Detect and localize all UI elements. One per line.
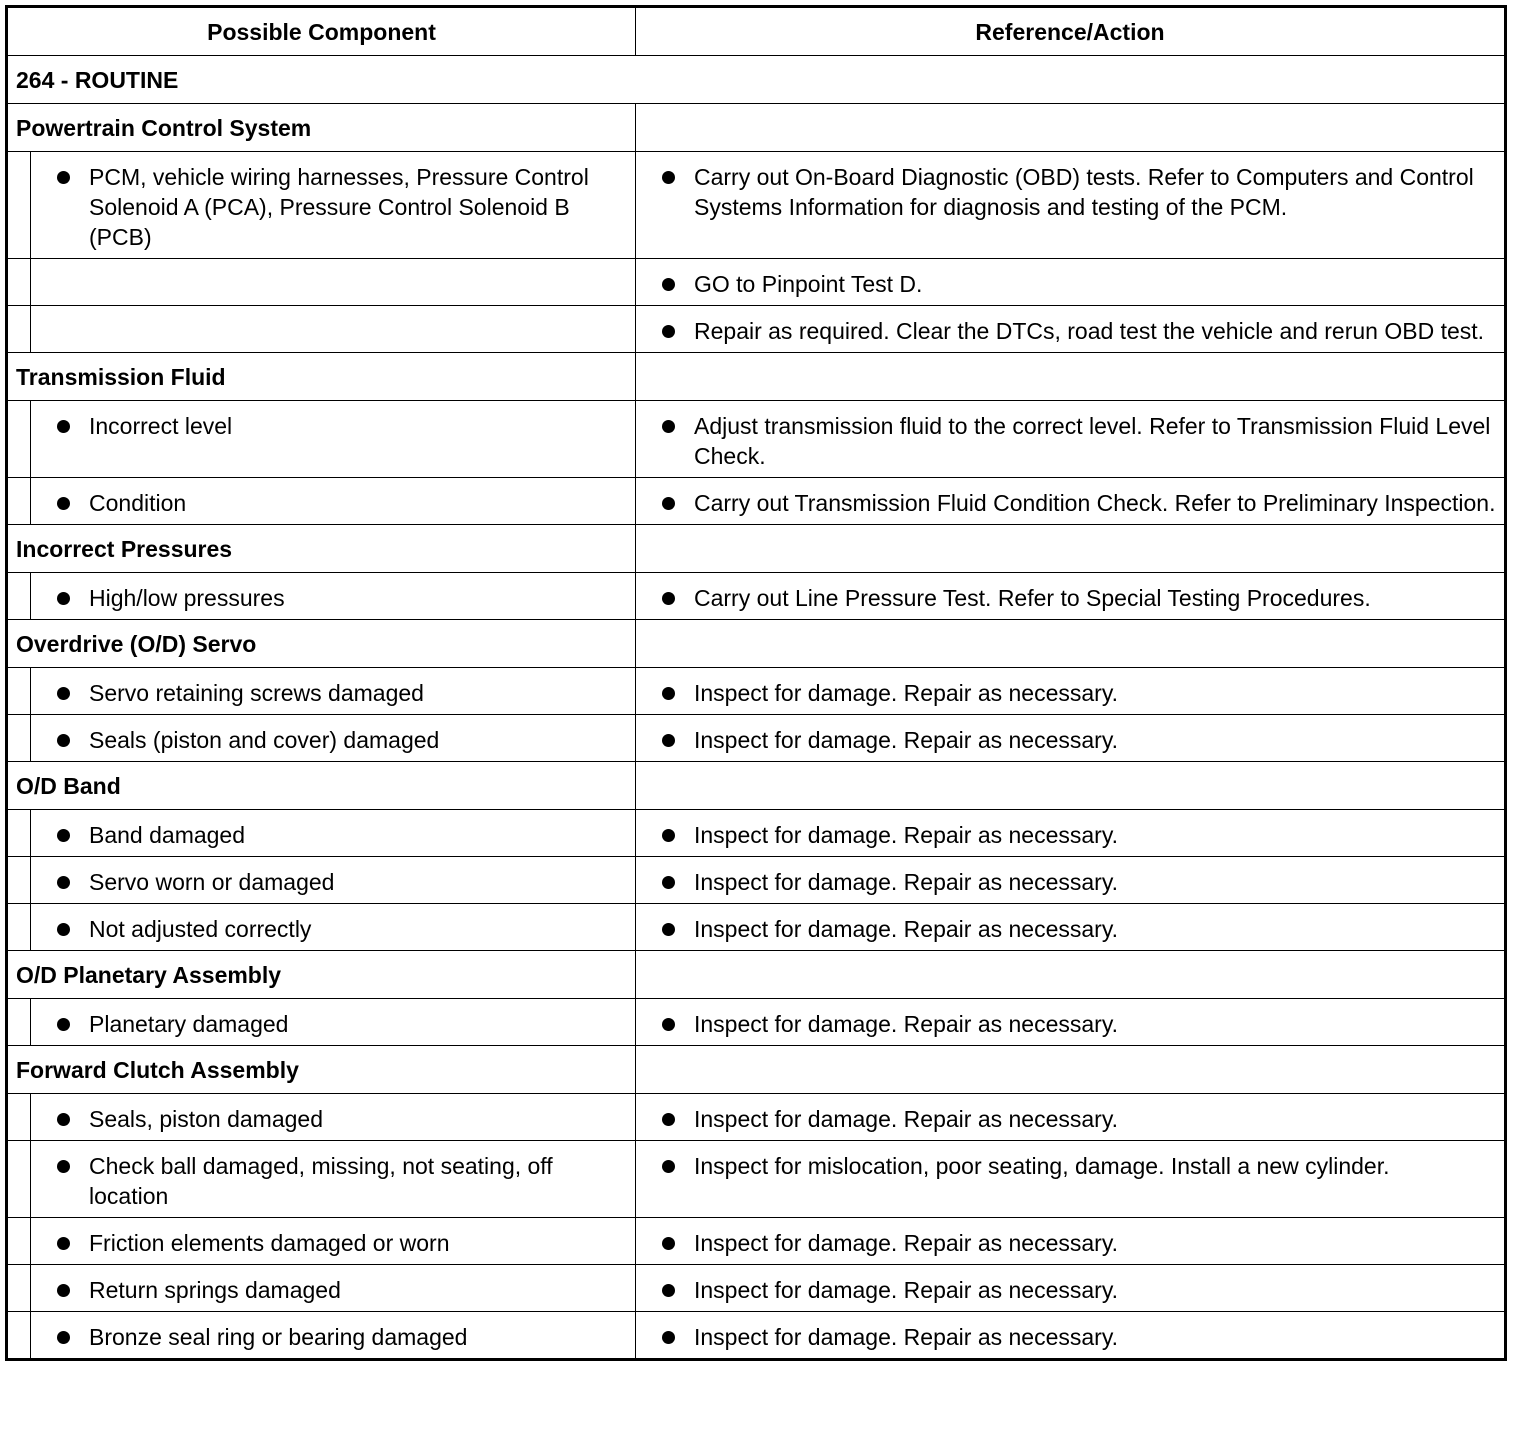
action-text: Inspect for damage. Repair as necessary. [636,867,1496,897]
table-row [7,152,1506,259]
indent-strip [7,715,31,762]
section-action-empty [636,525,1506,573]
table-row [7,715,1506,762]
section-row [7,951,1506,999]
section-title: Overdrive (O/D) Servo [7,620,636,668]
action-cell [636,999,1506,1046]
header-possible-component: Possible Component [7,7,636,56]
component-text: Seals (piston and cover) damaged [31,725,627,755]
table-row [7,259,1506,306]
indent-strip [7,1312,31,1360]
section-row [7,353,1506,401]
component-cell [31,904,636,951]
table-row [7,573,1506,620]
action-text: Carry out On-Board Diagnostic (OBD) tests. Refer to Computers and Control Systems Information for diagnosis and testing of the PCM. [636,162,1496,222]
component-cell [31,1265,636,1312]
action-cell [636,904,1506,951]
action-cell [636,1094,1506,1141]
component-cell [31,857,636,904]
indent-strip [7,999,31,1046]
section-title: Incorrect Pressures [7,525,636,573]
indent-strip [7,573,31,620]
action-text: Inspect for damage. Repair as necessary. [636,914,1496,944]
component-cell [31,668,636,715]
component-cell [31,715,636,762]
component-text: Seals, piston damaged [31,1104,627,1134]
table-row [7,857,1506,904]
component-cell [31,999,636,1046]
action-cell [636,306,1506,353]
table-row [7,1141,1506,1218]
table-row [7,1312,1506,1360]
section-title: Powertrain Control System [7,104,636,152]
table-row [7,478,1506,525]
action-text: Carry out Transmission Fluid Condition Check. Refer to Preliminary Inspection. [636,488,1496,518]
section-title: O/D Planetary Assembly [7,951,636,999]
component-cell [31,810,636,857]
action-text: Adjust transmission fluid to the correct level. Refer to Transmission Fluid Level Check. [636,411,1496,471]
component-cell [31,1218,636,1265]
routine-label: 264 - ROUTINE [7,56,1506,104]
diagnosis-table [5,5,1507,1361]
table-row [7,999,1506,1046]
indent-strip [7,1265,31,1312]
component-text: Condition [31,488,627,518]
section-action-empty [636,620,1506,668]
table-header-row [7,7,1506,56]
section-title: Transmission Fluid [7,353,636,401]
table-row [7,1265,1506,1312]
indent-strip [7,1094,31,1141]
section-action-empty [636,353,1506,401]
action-cell [636,810,1506,857]
action-cell [636,573,1506,620]
action-cell [636,259,1506,306]
component-cell [31,152,636,259]
indent-strip [7,668,31,715]
component-cell [31,1141,636,1218]
indent-strip [7,904,31,951]
component-text: Servo retaining screws damaged [31,678,627,708]
component-cell [31,573,636,620]
table-row [7,904,1506,951]
indent-strip [7,478,31,525]
table-row [7,1094,1506,1141]
header-reference-action: Reference/Action [636,7,1506,56]
action-cell [636,668,1506,715]
action-text: Inspect for mislocation, poor seating, damage. Install a new cylinder. [636,1151,1496,1181]
table-row [7,1218,1506,1265]
section-row [7,620,1506,668]
section-row [7,762,1506,810]
action-cell [636,152,1506,259]
action-text: GO to Pinpoint Test D. [636,269,1496,299]
table-row [7,306,1506,353]
component-text: Return springs damaged [31,1275,627,1305]
section-action-empty [636,762,1506,810]
routine-row [7,56,1506,104]
action-text: Inspect for damage. Repair as necessary. [636,1275,1496,1305]
component-text: Not adjusted correctly [31,914,627,944]
table-row [7,668,1506,715]
indent-strip [7,306,31,353]
action-cell [636,1141,1506,1218]
action-text: Inspect for damage. Repair as necessary. [636,820,1496,850]
section-action-empty [636,951,1506,999]
component-text: Friction elements damaged or worn [31,1228,627,1258]
table-row [7,810,1506,857]
component-text: Band damaged [31,820,627,850]
section-action-empty [636,1046,1506,1094]
section-row [7,525,1506,573]
indent-strip [7,1141,31,1218]
action-text: Carry out Line Pressure Test. Refer to Special Testing Procedures. [636,583,1496,613]
indent-strip [7,810,31,857]
indent-strip [7,857,31,904]
section-row [7,1046,1506,1094]
action-cell [636,715,1506,762]
component-cell [31,259,636,306]
action-text: Inspect for damage. Repair as necessary. [636,1322,1496,1352]
component-text: Servo worn or damaged [31,867,627,897]
action-cell [636,401,1506,478]
section-title: O/D Band [7,762,636,810]
component-text: Incorrect level [31,411,627,441]
component-cell [31,1094,636,1141]
indent-strip [7,1218,31,1265]
indent-strip [7,401,31,478]
indent-strip [7,152,31,259]
action-cell [636,478,1506,525]
component-text: Planetary damaged [31,1009,627,1039]
component-text: Bronze seal ring or bearing damaged [31,1322,627,1352]
action-text: Inspect for damage. Repair as necessary. [636,678,1496,708]
component-cell [31,306,636,353]
action-cell [636,857,1506,904]
indent-strip [7,259,31,306]
section-row [7,104,1506,152]
action-cell [636,1218,1506,1265]
section-title: Forward Clutch Assembly [7,1046,636,1094]
component-text: High/low pressures [31,583,627,613]
section-action-empty [636,104,1506,152]
action-text: Inspect for damage. Repair as necessary. [636,1228,1496,1258]
action-text: Repair as required. Clear the DTCs, road test the vehicle and rerun OBD test. [636,316,1496,346]
component-text: PCM, vehicle wiring harnesses, Pressure Control Solenoid A (PCA), Pressure Control Solenoid B (PCB) [31,162,627,252]
component-cell [31,478,636,525]
action-cell [636,1265,1506,1312]
action-text: Inspect for damage. Repair as necessary. [636,1009,1496,1039]
action-cell [636,1312,1506,1360]
component-cell [31,401,636,478]
action-text: Inspect for damage. Repair as necessary. [636,725,1496,755]
component-text: Check ball damaged, missing, not seating, off location [31,1151,627,1211]
action-text: Inspect for damage. Repair as necessary. [636,1104,1496,1134]
table-body [7,56,1506,1360]
table-row [7,401,1506,478]
component-cell [31,1312,636,1360]
